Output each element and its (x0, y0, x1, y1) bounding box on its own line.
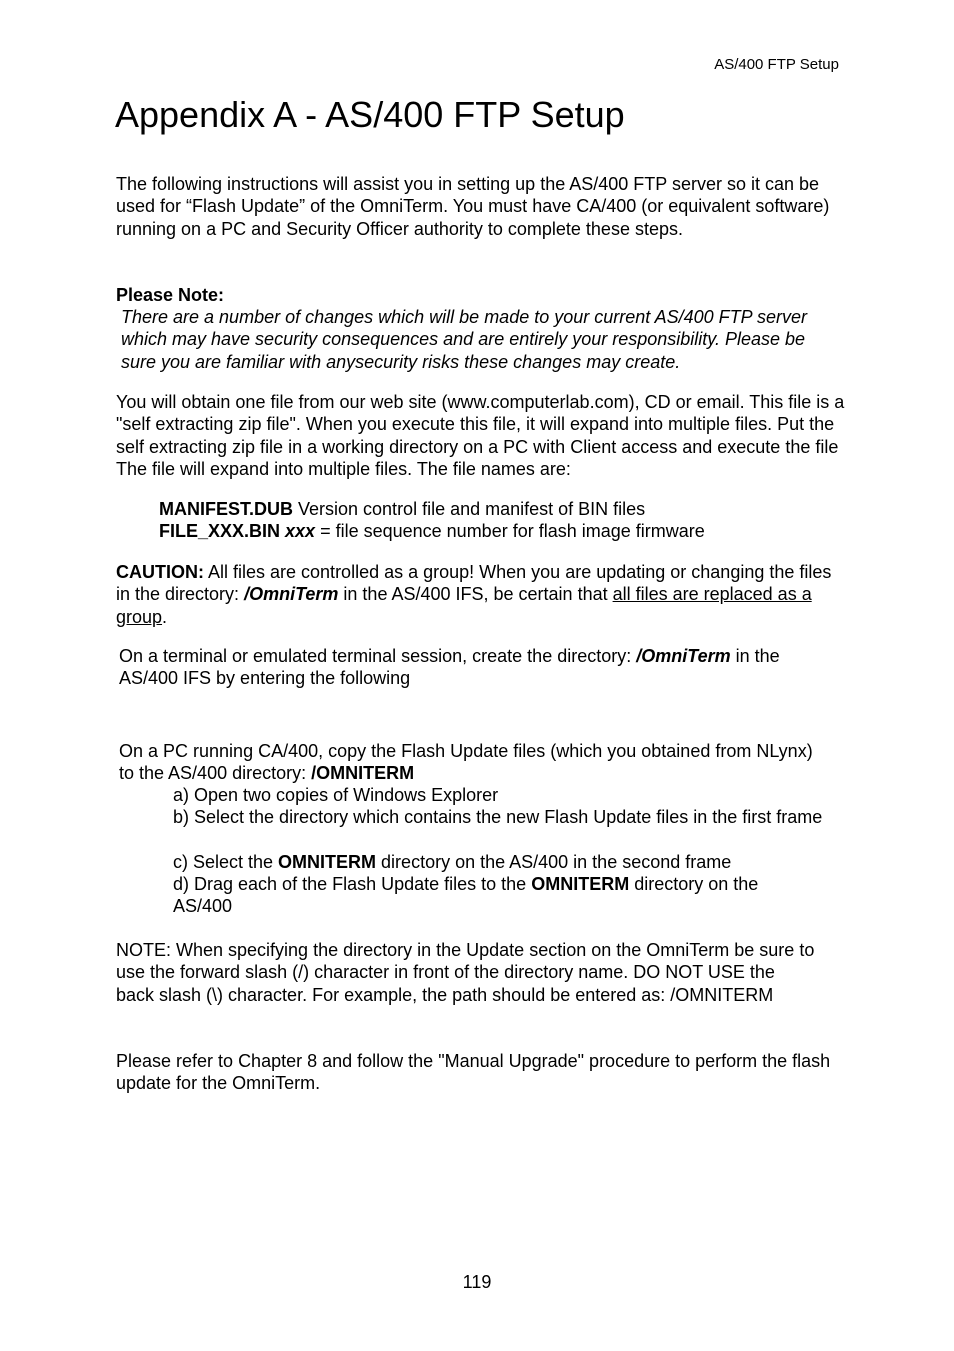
page-title: Appendix A - AS/400 FTP Setup (115, 94, 625, 135)
file-name: FILE_XXX.BIN (159, 521, 286, 541)
caution-text: All files are controlled as a group! When you are updating or changing the files in the directory: (116, 562, 832, 605)
substep-d (173, 873, 813, 918)
step-directory: /OmniTerm (636, 646, 731, 666)
caution-text: in the AS/400 IFS, be certain that (338, 584, 613, 605)
note-heading: Please Note: (116, 285, 225, 305)
page-number: 119 (462, 1272, 492, 1292)
step-create-directory (119, 645, 839, 690)
refer-paragraph: Please refer to Chapter 8 and follow the "Manual Upgrade" procedure to perform the flash update for the OmniTerm. (116, 1051, 831, 1094)
file-description: Version control file and manifest of BIN files (293, 499, 646, 519)
caution-directory: /OmniTerm (244, 584, 339, 605)
step-text: On a terminal or emulated terminal session, create the directory: (119, 646, 637, 666)
step-copy-files (119, 740, 819, 785)
substep-c (173, 851, 833, 873)
step-text: On a PC running CA/400, copy the Flash Update files (which you obtained from NLynx) to the AS/400 directory: (119, 741, 813, 784)
substep-text: directory on the AS/400 (173, 874, 759, 917)
file-description: = file sequence number for flash image firmware (315, 521, 705, 541)
substep-directory: OMNITERM (531, 874, 630, 894)
caution-paragraph (116, 561, 836, 628)
caution-label: CAUTION: (116, 562, 204, 582)
step-text: in the AS/400 IFS by entering the following (119, 646, 780, 689)
substep-a: a) Open two copies of Windows Explorer (173, 785, 499, 805)
substep-b: b) Select the directory which contains the new Flash Update files in the first frame (173, 807, 823, 827)
substep-text: c) Select the (173, 852, 279, 872)
step-directory: /OMNITERM (311, 763, 415, 784)
file-name: MANIFEST.DUB (159, 499, 293, 519)
note-text: There are a number of changes which will be made to your current AS/400 FTP server which may have security consequences and are entirely your responsibility. Please be sure you are familiar with anysecurity risks these changes may create. (121, 307, 807, 372)
slash-note-paragraph: NOTE: When specifying the directory in the Update section on the OmniTerm be sure to use the forward slash (/) character in front of the directory name. DO NOT USE the back slash (\) character. For example, the path should be entered as: /OMNITERM (116, 940, 815, 1005)
file-variable: xxx (285, 521, 316, 541)
intro-paragraph: The following instructions will assist you in setting up the AS/400 FTP server so it can be used for “Flash Update” of the OmniTerm. You must have CA/400 (or equivalent software) running on a PC and Security Officer authority to complete these steps. (116, 174, 830, 239)
substep-text: d) Drag each of the Flash Update files to the (173, 874, 532, 894)
running-header: AS/400 FTP Setup (714, 56, 839, 73)
caution-end: . (162, 606, 168, 627)
file-entry-bin (159, 520, 839, 542)
caution-emphasis: all files are replaced as a group (116, 584, 812, 627)
obtain-paragraph: You will obtain one file from our web site (www.computerlab.com), CD or email. This file is a "self extracting zip file". When you execute this file, it will expand into multiple files. Put the self extracting zip file in a working directory on a PC with Client access and execute the file The file will expand into multiple files. The file names are: (116, 392, 845, 480)
substep-directory: OMNITERM (278, 852, 377, 872)
substep-text: directory on the AS/400 in the second frame (376, 852, 732, 872)
file-entry-manifest (159, 498, 839, 520)
